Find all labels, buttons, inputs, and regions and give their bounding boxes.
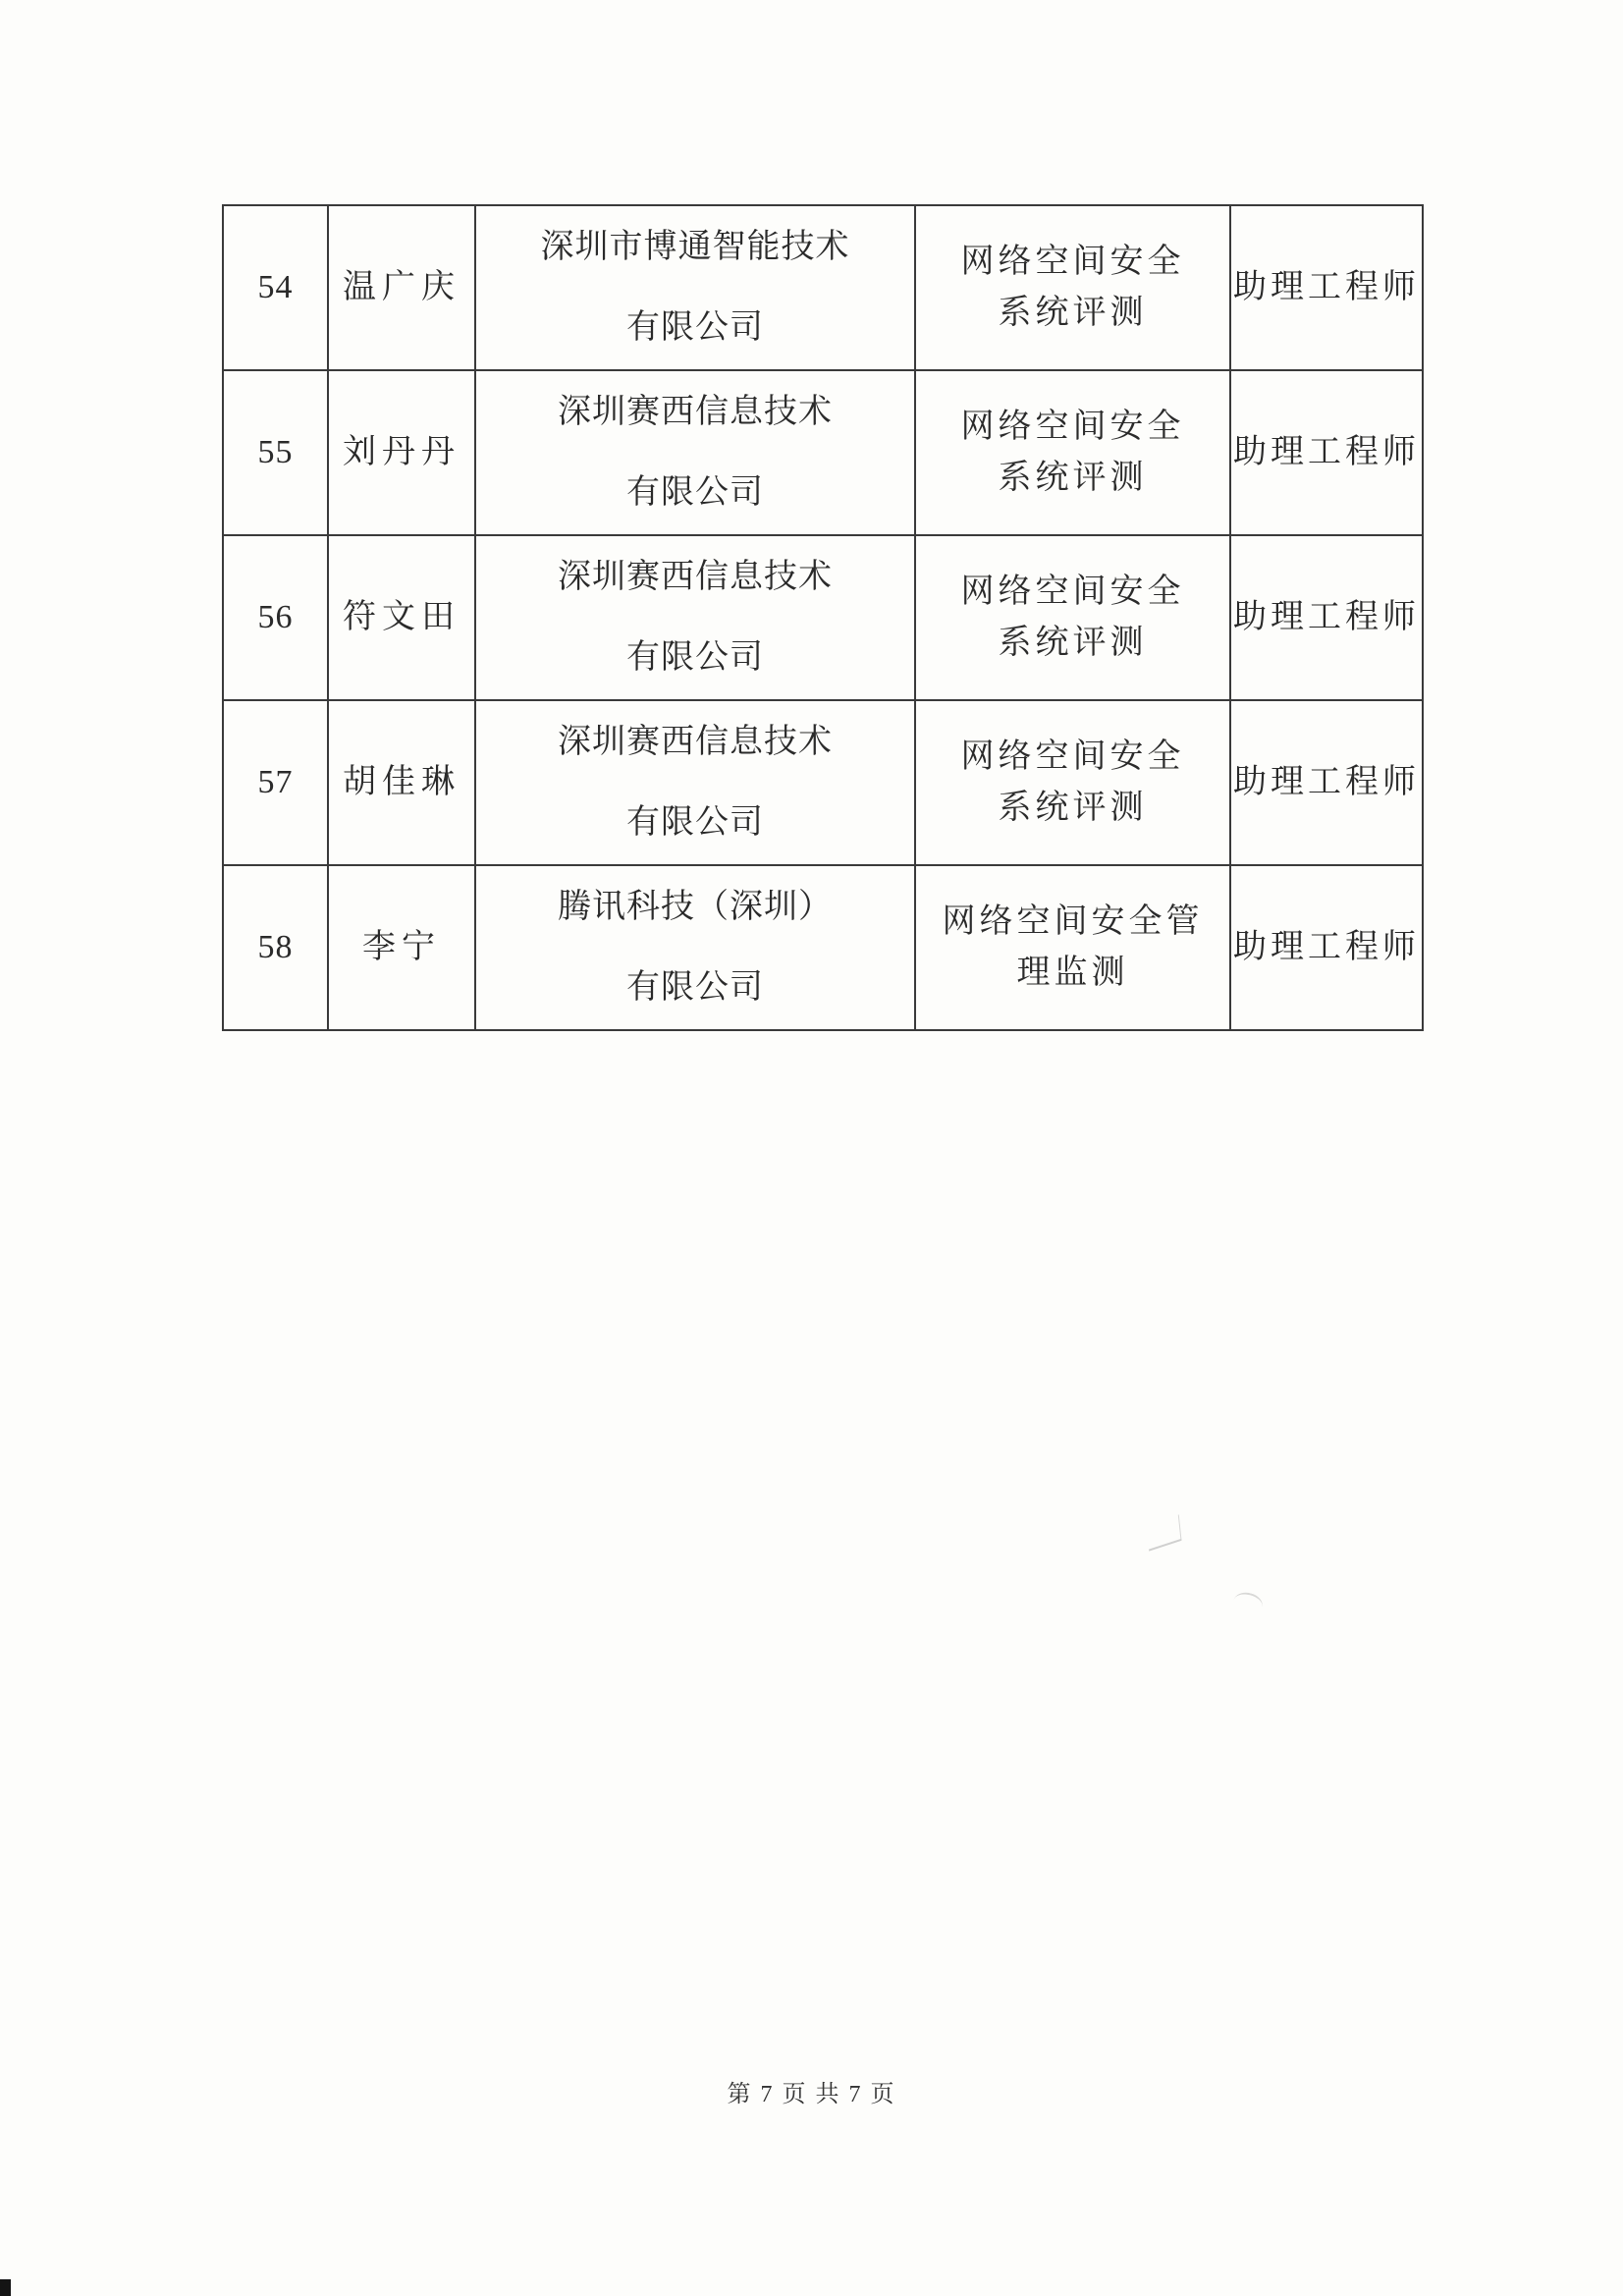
row-number-cell: 54 <box>223 205 328 370</box>
company-cell <box>475 865 915 1030</box>
company-line1: 深圳赛西信息技术 <box>558 724 833 760</box>
work-field-line2: 系统评测 <box>998 625 1148 661</box>
work-field-line1: 网络空间安全管 <box>942 903 1204 940</box>
company-cell <box>475 700 915 865</box>
work-field-cell <box>915 370 1230 535</box>
company-line1: 深圳赛西信息技术 <box>558 394 833 430</box>
company-line2: 有限公司 <box>626 969 764 1006</box>
job-title-cell: 助理工程师 <box>1230 700 1423 865</box>
job-title-cell: 助理工程师 <box>1230 535 1423 700</box>
job-title-cell: 助理工程师 <box>1230 865 1423 1030</box>
company-line2: 有限公司 <box>626 309 764 346</box>
row-number-cell: 58 <box>223 865 328 1030</box>
work-field-line2: 系统评测 <box>998 790 1148 826</box>
row-number-cell: 57 <box>223 700 328 865</box>
job-title-cell: 助理工程师 <box>1230 205 1423 370</box>
name-cell: 符文田 <box>328 535 475 700</box>
row-number-cell: 56 <box>223 535 328 700</box>
scan-artifact-corner-mark <box>0 2279 11 2296</box>
table-row <box>223 205 1423 370</box>
work-field-cell <box>915 865 1230 1030</box>
personnel-table <box>222 204 1424 1031</box>
name-cell: 刘丹丹 <box>328 370 475 535</box>
job-title-cell: 助理工程师 <box>1230 370 1423 535</box>
scan-smudge <box>1231 1590 1265 1618</box>
row-number-cell: 55 <box>223 370 328 535</box>
name-cell: 胡佳琳 <box>328 700 475 865</box>
work-field-line1: 网络空间安全 <box>960 244 1185 280</box>
page-number: 第 7 页 共 7 页 <box>727 2082 896 2107</box>
work-field-line1: 网络空间安全 <box>960 409 1185 445</box>
company-cell <box>475 370 915 535</box>
work-field-line1: 网络空间安全 <box>960 574 1185 610</box>
work-field-line2: 理监测 <box>1016 955 1129 991</box>
work-field-cell <box>915 700 1230 865</box>
table-row <box>223 700 1423 865</box>
table-row <box>223 535 1423 700</box>
work-field-cell <box>915 205 1230 370</box>
company-cell <box>475 205 915 370</box>
scan-smudge <box>1146 1514 1181 1551</box>
company-line1: 腾讯科技（深圳） <box>558 889 833 925</box>
work-field-line1: 网络空间安全 <box>960 738 1185 775</box>
work-field-cell <box>915 535 1230 700</box>
name-cell: 温广庆 <box>328 205 475 370</box>
company-line2: 有限公司 <box>626 474 764 511</box>
company-line1: 深圳赛西信息技术 <box>558 559 833 595</box>
work-field-line2: 系统评测 <box>998 295 1148 331</box>
work-field-line2: 系统评测 <box>998 460 1148 496</box>
company-line1: 深圳市博通智能技术 <box>540 229 850 265</box>
table-row <box>223 865 1423 1030</box>
company-line2: 有限公司 <box>626 804 764 841</box>
company-line2: 有限公司 <box>626 639 764 676</box>
table-row <box>223 370 1423 535</box>
name-cell: 李宁 <box>328 865 475 1030</box>
company-cell <box>475 535 915 700</box>
